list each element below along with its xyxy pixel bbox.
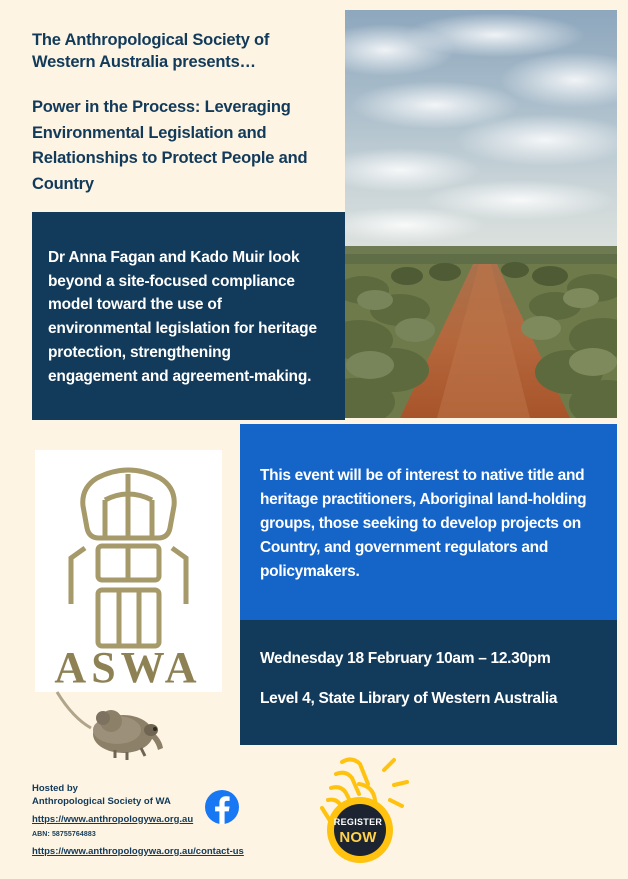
- aswa-logo-card: [35, 450, 222, 692]
- event-datetime: Wednesday 18 February 10am – 12.30pm: [260, 650, 551, 667]
- mouse-illustration: [55, 688, 175, 763]
- event-details-block: [240, 620, 617, 745]
- website-link[interactable]: https://www.anthropologywa.org.au: [32, 813, 194, 825]
- register-label: REGISTER: [333, 817, 383, 827]
- hosted-by-line1: Hosted by: [32, 783, 78, 794]
- presenter-line: The Anthropological Society of Western Australia presents…: [32, 31, 270, 71]
- hosted-by-line2: Anthropological Society of WA: [32, 796, 171, 808]
- audience-text: This event will be of interest to native title and heritage practitioners, Aboriginal land-holding groups, those seeking to develop projects on Country, and government regulators and policymakers.: [260, 467, 587, 581]
- facebook-icon[interactable]: [205, 790, 239, 824]
- audience-block: [240, 424, 617, 620]
- outback-road-photo: [345, 10, 617, 418]
- contact-link[interactable]: https://www.anthropologywa.org.au/contact-us: [32, 845, 244, 857]
- abstract-text: Dr Anna Fagan and Kado Muir look beyond a site-focused compliance model toward the use of environmental legislation for heritage protection, strengthening engagement and agreement-making.: [48, 249, 317, 385]
- register-now-badge[interactable]: [296, 752, 420, 870]
- event-venue: Level 4, State Library of Western Australia: [260, 690, 558, 707]
- page-title: Power in the Process: Leveraging Environmental Legislation and Relationships to Protect People and Country: [32, 98, 308, 193]
- abstract-block: [32, 212, 345, 420]
- aswa-wordmark: ASWA: [54, 643, 202, 692]
- abn-text: ABN: 58755764883: [32, 830, 96, 838]
- register-now-label: NOW: [339, 829, 377, 846]
